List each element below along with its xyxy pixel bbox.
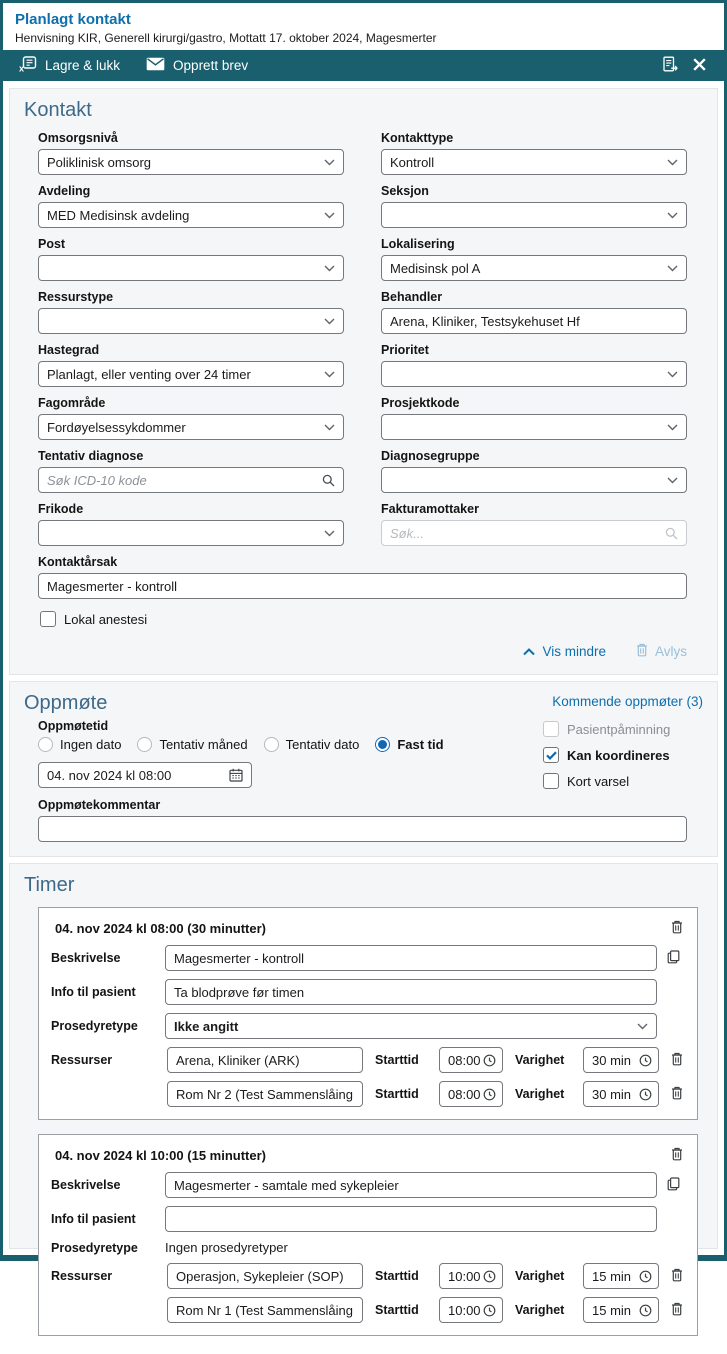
behandler-input[interactable] (381, 308, 687, 334)
radio-tentativ-dato[interactable]: Tentativ dato (264, 737, 360, 752)
starttid-label: Starttid (375, 1269, 419, 1283)
timer-card-1 (38, 907, 698, 1120)
tentativ-diagnose-input[interactable] (47, 469, 316, 491)
field-hastegrad (38, 334, 344, 387)
delete-resource-button[interactable] (671, 1268, 685, 1285)
starttid-input[interactable]: 08:00 (439, 1047, 503, 1073)
field-avdeling (38, 175, 344, 228)
field-fagomrade (38, 387, 344, 440)
clock-icon (483, 1270, 496, 1283)
varighet-label: Varighet (515, 1053, 565, 1067)
timer-card-1-title: 04. nov 2024 kl 08:00 (30 minutter) (55, 921, 266, 936)
kontaktarsak-label: Kontaktårsak (38, 555, 118, 569)
chevron-down-icon (667, 265, 678, 272)
ressurstype-select[interactable] (38, 308, 344, 334)
delete-resource-button[interactable] (671, 1302, 685, 1319)
chevron-down-icon (667, 424, 678, 431)
radio-icon (264, 737, 279, 752)
field-post (38, 228, 344, 281)
clock-icon (483, 1088, 496, 1101)
prosjektkode-select[interactable] (381, 414, 687, 440)
field-behandler (381, 281, 687, 334)
fakturamottaker-input[interactable] (390, 522, 659, 544)
ressurser-label: Ressurser (51, 1053, 113, 1067)
copy-icon (667, 1177, 680, 1194)
oppmotetid-radios (38, 737, 543, 752)
prosedyretype-row (51, 1013, 685, 1039)
pasientpaminning-checkbox[interactable] (543, 721, 559, 737)
beskrivelse-label: Beskrivelse (51, 1178, 121, 1192)
clock-icon (639, 1088, 652, 1101)
close-button[interactable] (685, 57, 714, 75)
field-diagnosegruppe (381, 440, 687, 493)
kontakt-heading: Kontakt (24, 99, 92, 121)
field-seksjon (381, 175, 687, 228)
clock-icon (483, 1304, 496, 1317)
create-letter-button[interactable] (140, 57, 254, 74)
delete-resource-button[interactable] (671, 1086, 685, 1103)
info-label: Info til pasient (51, 985, 136, 999)
diagnosegruppe-label: Diagnosegruppe (381, 449, 480, 463)
avlys-link[interactable]: Avlys (636, 643, 687, 660)
chevron-down-icon (324, 265, 335, 272)
dialog-content (3, 81, 724, 1318)
starttid-input[interactable]: 10:00 (439, 1263, 503, 1289)
resource-row (51, 1297, 685, 1323)
kan-koordineres-label: Kan koordineres (567, 747, 670, 763)
omsorgsniva-select[interactable]: Poliklinisk omsorg (38, 149, 344, 175)
resource-name-input[interactable] (167, 1047, 363, 1073)
field-lokalisering (381, 228, 687, 281)
open-document-button[interactable] (656, 56, 685, 76)
oppmote-section (9, 681, 718, 857)
behandler-label: Behandler (381, 290, 443, 304)
pasientpaminning-label: Pasientpåminning (567, 721, 671, 737)
resource-name-input[interactable] (167, 1297, 363, 1323)
vis-mindre-link[interactable]: Vis mindre (523, 644, 606, 659)
lokal-anestesi-label: Lokal anestesi (64, 611, 148, 627)
kort-varsel-row (543, 773, 695, 789)
oppmote-heading-row (10, 682, 717, 715)
varighet-input[interactable]: 15 min (583, 1263, 659, 1289)
varighet-label: Varighet (515, 1269, 565, 1283)
lokalisering-label: Lokalisering (381, 237, 455, 251)
beskrivelse-row (51, 1172, 685, 1198)
field-prosjektkode (381, 387, 687, 440)
calendar-icon (229, 768, 243, 782)
trash-icon (671, 1268, 683, 1285)
kontakt-section (9, 88, 718, 675)
beskrivelse-input[interactable] (165, 1172, 657, 1198)
oppmotekommentar-label: Oppmøtekommentar (38, 798, 161, 812)
radio-tentativ-maned[interactable]: Tentativ måned (137, 737, 247, 752)
envelope-icon (146, 57, 165, 74)
seksjon-select[interactable] (381, 202, 687, 228)
prioritet-label: Prioritet (381, 343, 429, 357)
info-label: Info til pasient (51, 1212, 136, 1226)
radio-fast-tid[interactable]: Fast tid (375, 737, 443, 752)
starttid-input[interactable]: 08:00 (439, 1081, 503, 1107)
oppmote-date-input[interactable]: 04. nov 2024 kl 08:00 (38, 762, 252, 788)
beskrivelse-input[interactable] (165, 945, 657, 971)
prosedyretype-label: Prosedyretype (51, 1019, 138, 1033)
svg-text:x: x (19, 63, 25, 74)
resource-name-input[interactable] (167, 1263, 363, 1289)
info-input[interactable] (165, 1206, 657, 1232)
kontaktarsak-input[interactable] (38, 573, 687, 599)
kontakt-fields (10, 122, 717, 674)
varighet-label: Varighet (515, 1303, 565, 1317)
chevron-down-icon (324, 530, 335, 537)
dialog-header (3, 3, 724, 50)
oppmote-checkbox-column (543, 715, 695, 789)
clock-icon (639, 1304, 652, 1317)
oppmotetid-label: Oppmøtetid (38, 719, 109, 733)
varighet-label: Varighet (515, 1087, 565, 1101)
save-close-button[interactable] (13, 56, 126, 75)
chevron-down-icon (667, 477, 678, 484)
varighet-input[interactable]: 30 min (583, 1047, 659, 1073)
kontakt-actions (38, 643, 687, 660)
chevron-up-icon (523, 644, 535, 659)
starttid-label: Starttid (375, 1053, 419, 1067)
chevron-down-icon (324, 159, 335, 166)
oppmote-body (10, 715, 717, 789)
prosjektkode-label: Prosjektkode (381, 396, 460, 410)
kan-koordineres-row (543, 747, 695, 763)
trash-icon (671, 1147, 683, 1164)
starttid-label: Starttid (375, 1087, 419, 1101)
field-tentativ-diagnose (38, 440, 344, 493)
fakturamottaker-label: Fakturamottaker (381, 502, 479, 516)
radio-ingen-dato[interactable]: Ingen dato (38, 737, 121, 752)
resource-row (51, 1081, 685, 1107)
resource-name-input[interactable] (167, 1081, 363, 1107)
chevron-down-icon (324, 371, 335, 378)
info-row (51, 1206, 685, 1232)
frikode-select[interactable] (38, 520, 344, 546)
ressurser-label: Ressurser (51, 1269, 113, 1283)
info-input[interactable] (165, 979, 657, 1005)
save-close-label: Lagre & lukk (45, 58, 121, 73)
trash-icon (671, 1052, 683, 1069)
chevron-down-icon (667, 371, 678, 378)
field-kontakttype (381, 122, 687, 175)
hastegrad-label: Hastegrad (38, 343, 100, 357)
close-icon (692, 57, 707, 75)
oppmotekommentar-input[interactable] (38, 816, 687, 842)
seksjon-label: Seksjon (381, 184, 429, 198)
tentativ-diagnose-search[interactable] (38, 467, 344, 493)
search-icon (322, 474, 335, 487)
delete-resource-button[interactable] (671, 1052, 685, 1069)
prosedyretype-label: Prosedyretype (51, 1240, 138, 1255)
document-arrow-icon (663, 56, 678, 76)
chevron-down-icon (324, 424, 335, 431)
referral-subtitle: Henvisning KIR, Generell kirurgi/gastro, Mottatt 17. oktober 2024, Magesmerter (15, 31, 437, 45)
prioritet-select[interactable] (381, 361, 687, 387)
prosedyretype-static-value: Ingen prosedyretyper (165, 1240, 288, 1255)
fagomrade-label: Fagområde (38, 396, 106, 410)
page-title: Planlagt kontakt (15, 11, 131, 28)
avdeling-label: Avdeling (38, 184, 91, 198)
frikode-label: Frikode (38, 502, 84, 516)
trash-icon (671, 1086, 683, 1103)
lokalisering-select[interactable]: Medisinsk pol A (381, 255, 687, 281)
starttid-label: Starttid (375, 1303, 419, 1317)
beskrivelse-label: Beskrivelse (51, 951, 121, 965)
field-omsorgsniva (38, 122, 344, 175)
resource-row (51, 1263, 685, 1289)
delete-timer-1-button[interactable] (671, 920, 683, 937)
varighet-input[interactable]: 30 min (583, 1081, 659, 1107)
trash-icon (671, 1302, 683, 1319)
varighet-input[interactable]: 15 min (583, 1297, 659, 1323)
lokal-anestesi-checkbox[interactable] (40, 611, 56, 627)
timer-heading: Timer (24, 874, 75, 896)
trash-icon (671, 920, 683, 937)
lokal-anestesi-row (40, 611, 687, 627)
post-label: Post (38, 237, 66, 251)
clock-icon (639, 1054, 652, 1067)
delete-timer-2-button[interactable] (671, 1147, 683, 1164)
kan-koordineres-checkbox-checked[interactable] (543, 747, 559, 763)
kommende-oppmoter-link[interactable]: Kommende oppmøter (3) (552, 694, 703, 709)
save-close-icon (19, 56, 37, 75)
chevron-down-icon (667, 159, 678, 166)
kort-varsel-checkbox[interactable] (543, 773, 559, 789)
kontakttype-label: Kontakttype (381, 131, 454, 145)
fakturamottaker-search[interactable] (381, 520, 687, 546)
omsorgsniva-label: Omsorgsnivå (38, 131, 118, 145)
timer-card-2 (38, 1134, 698, 1336)
kort-varsel-label: Kort varsel (567, 773, 630, 789)
chevron-down-icon (324, 318, 335, 325)
timer-card-2-title: 04. nov 2024 kl 10:00 (15 minutter) (55, 1148, 266, 1163)
fagomrade-select[interactable]: Fordøyelsessykdommer (38, 414, 344, 440)
tentativ-diagnose-label: Tentativ diagnose (38, 449, 144, 463)
field-fakturamottaker (381, 493, 687, 546)
oppmote-left (38, 715, 543, 789)
chevron-down-icon (667, 212, 678, 219)
pasientpaminning-row (543, 721, 695, 737)
field-prioritet (381, 334, 687, 387)
timer-section (9, 863, 718, 1318)
hastegrad-select[interactable]: Planlagt, eller venting over 24 timer (38, 361, 344, 387)
prosedyretype-select[interactable]: Ikke angitt (165, 1013, 657, 1039)
radio-icon-selected (375, 737, 390, 752)
field-frikode (38, 493, 344, 546)
timer-card-1-header (51, 918, 685, 937)
diagnosegruppe-select[interactable] (381, 467, 687, 493)
clock-icon (639, 1270, 652, 1283)
avdeling-select[interactable]: MED Medisinsk avdeling (38, 202, 344, 228)
info-row (51, 979, 685, 1005)
copy-icon (667, 950, 680, 967)
create-letter-label: Opprett brev (173, 58, 249, 73)
radio-icon (38, 737, 53, 752)
ressurstype-label: Ressurstype (38, 290, 114, 304)
starttid-input[interactable]: 10:00 (439, 1297, 503, 1323)
field-kontaktarsak (38, 546, 687, 599)
kontakttype-select[interactable]: Kontroll (381, 149, 687, 175)
post-select[interactable] (38, 255, 344, 281)
search-icon (665, 527, 678, 540)
copy-beskrivelse-button[interactable] (667, 950, 685, 967)
trash-icon (636, 643, 648, 660)
prosedyretype-row (51, 1240, 685, 1255)
copy-beskrivelse-button[interactable] (667, 1177, 685, 1194)
radio-icon (137, 737, 152, 752)
clock-icon (483, 1054, 496, 1067)
timer-card-2-header (51, 1145, 685, 1164)
chevron-down-icon (324, 212, 335, 219)
toolbar (3, 50, 724, 81)
chevron-down-icon (637, 1023, 648, 1030)
oppmotekommentar-field (10, 798, 717, 856)
timer-cards (10, 897, 717, 1354)
beskrivelse-row (51, 945, 685, 971)
field-ressurstype (38, 281, 344, 334)
oppmote-heading: Oppmøte (24, 692, 108, 714)
resource-row (51, 1047, 685, 1073)
